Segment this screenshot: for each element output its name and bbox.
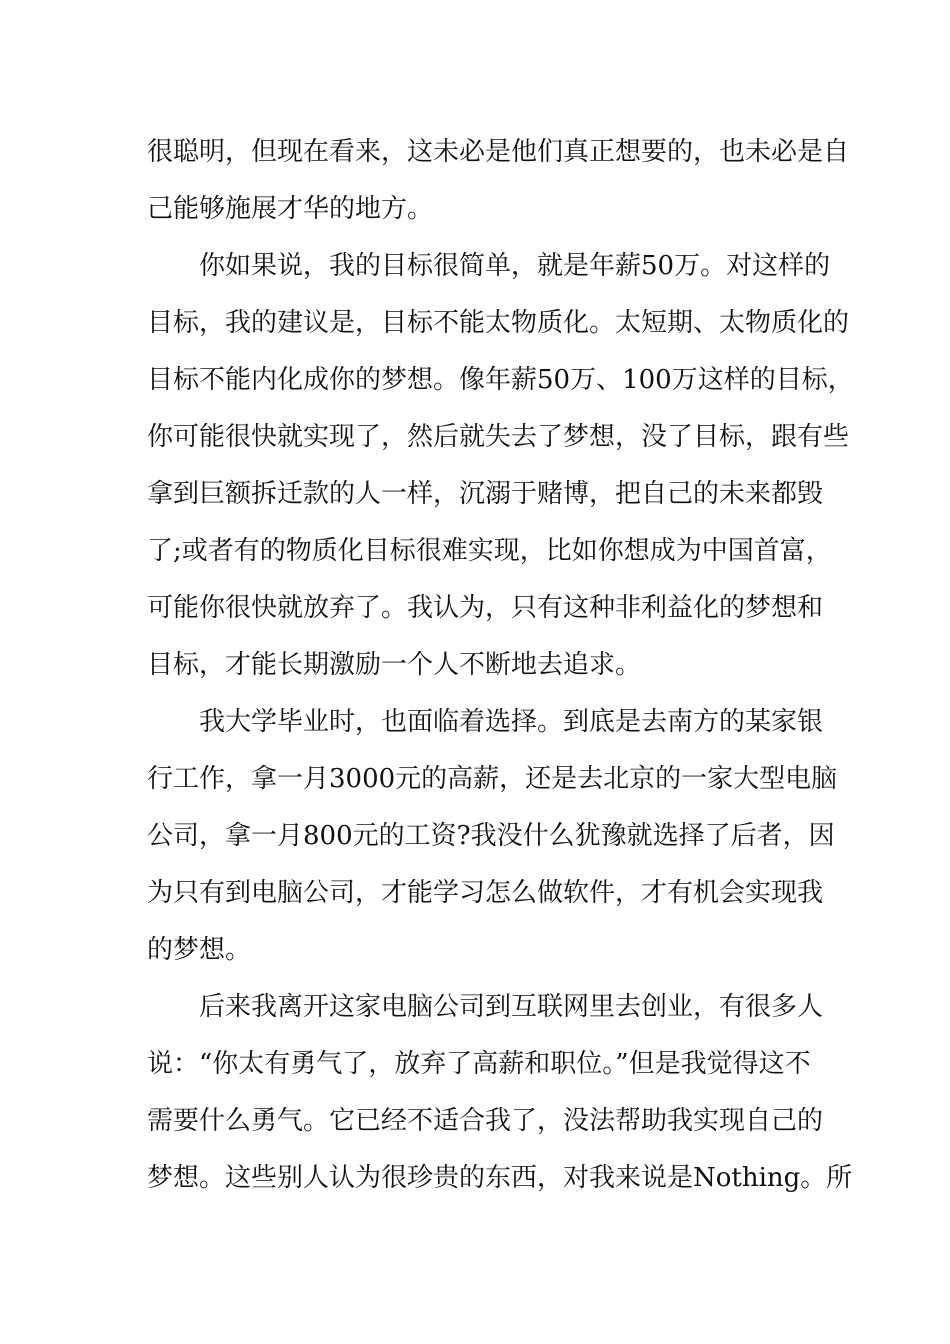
paragraph-first-line: 你如果说，我的目标很简单，就是年薪50万。对这样的 xyxy=(199,251,831,281)
text-line: 公司，拿一月800元的工资?我没什么犹豫就选择了后者，因 xyxy=(147,821,835,851)
document-body xyxy=(147,124,854,1207)
paragraph-first-line: 我大学毕业时，也面临着选择。到底是去南方的某家银 xyxy=(199,707,824,737)
text-line: 行工作，拿一月3000元的高薪，还是去北京的一家大型电脑 xyxy=(147,764,838,794)
text-line: 了;或者有的物质化目标很难实现，比如你想成为中国首富， xyxy=(147,536,832,566)
text-line: 拿到巨额拆迁款的人一样，沉溺于赌博，把自己的未来都毁 xyxy=(147,479,824,509)
paragraph-first-line: 后来我离开这家电脑公司到互联网里去创业，有很多人 xyxy=(199,992,824,1022)
text-line: 目标不能内化成你的梦想。像年薪50万、100万这样的目标， xyxy=(147,365,854,395)
text-line: 的梦想。 xyxy=(147,935,252,965)
text-line: 目标，才能长期激励一个人不断地去追求。 xyxy=(147,650,642,680)
text-line: 可能你很快就放弃了。我认为，只有这种非利益化的梦想和 xyxy=(147,593,824,623)
text-line: 说：“你太有勇气了，放弃了高薪和职位。”但是我觉得这不 xyxy=(147,1049,811,1079)
text-line: 为只有到电脑公司，才能学习怎么做软件，才有机会实现我 xyxy=(147,878,824,908)
text-line: 己能够施展才华的地方。 xyxy=(147,194,434,224)
text-line: 梦想。这些别人认为很珍贵的东西，对我来说是Nothing。所 xyxy=(147,1163,853,1193)
text-line: 目标，我的建议是，目标不能太物质化。太短期、太物质化的 xyxy=(147,308,850,338)
text-line: 很聪明，但现在看来，这未必是他们真正想要的，也未必是自 xyxy=(147,137,850,167)
text-line: 需要什么勇气。它已经不适合我了，没法帮助我实现自己的 xyxy=(147,1106,824,1136)
text-line: 你可能很快就实现了，然后就失去了梦想，没了目标，跟有些 xyxy=(147,422,850,452)
